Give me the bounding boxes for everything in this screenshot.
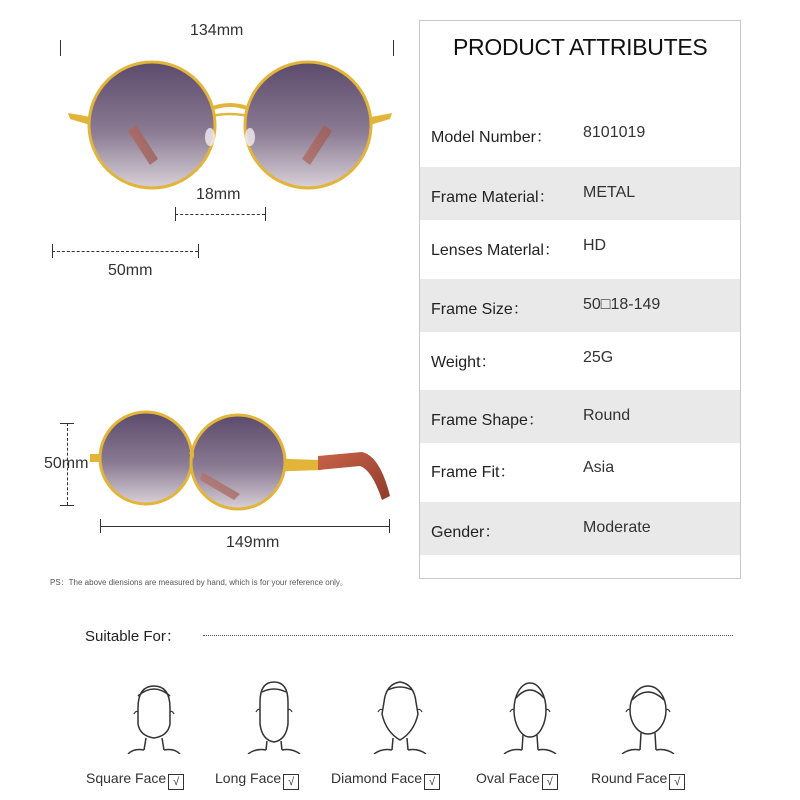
attribute-value: 8101019: [583, 124, 646, 141]
attribute-key: Gender：: [431, 524, 501, 541]
attribute-key: Frame Size：: [431, 301, 529, 318]
check-mark-icon: √: [283, 774, 299, 790]
attribute-key: Frame Shape：: [431, 412, 544, 429]
bridge-marker-left: [175, 207, 176, 221]
measurement-note: PS：The above diensions are measured by hand, which is for your reference only。: [50, 578, 348, 587]
bridge-width-line: [175, 214, 265, 215]
face-label-text: Square Face: [86, 770, 167, 786]
attribute-key: Frame Fit：: [431, 464, 516, 481]
round-face-label: [591, 770, 685, 790]
temple-length-label: 149mm: [226, 534, 280, 551]
long-face-icon: [244, 678, 304, 754]
sunglasses-front-image: [60, 55, 400, 195]
square-face-icon: [124, 678, 184, 754]
diamond-face-label: [331, 770, 440, 790]
panel-title: PRODUCT ATTRIBUTES: [453, 34, 708, 60]
attribute-row-gender: [420, 502, 740, 555]
lens-height-label: 50mm: [44, 455, 89, 472]
total-width-label: 134mm: [190, 22, 244, 39]
check-mark-icon: √: [424, 774, 440, 790]
lens-height-marker-top: [60, 423, 74, 424]
lens-height-marker-bottom: [60, 505, 74, 506]
attribute-row-weight: [420, 332, 740, 385]
temple-marker-right: [389, 519, 390, 533]
temple-marker-left: [100, 519, 101, 533]
face-label-text: Long Face: [215, 770, 282, 786]
square-face-label: [86, 770, 184, 790]
attribute-key: Frame Material：: [431, 189, 555, 206]
attribute-value: Asia: [583, 459, 615, 476]
check-mark-icon: √: [168, 774, 184, 790]
attribute-row-frame-shape: [420, 390, 740, 443]
attribute-row-frame-material: [420, 167, 740, 220]
attribute-key: Lenses Materlal：: [431, 242, 560, 259]
product-attributes-panel: [419, 20, 741, 579]
sunglasses-side-image: [90, 408, 395, 518]
width-marker-left: [60, 40, 61, 56]
oval-face-icon: [500, 678, 560, 754]
attribute-value: 50□18-149: [583, 296, 661, 313]
attribute-row-frame-size: [420, 279, 740, 332]
attribute-value: 25G: [583, 349, 614, 366]
lens-marker-right: [198, 244, 199, 258]
bridge-width-label: 18mm: [196, 186, 241, 203]
lens-width-line: [52, 251, 198, 252]
face-label-text: Diamond Face: [331, 770, 423, 786]
check-mark-icon: √: [542, 774, 558, 790]
bridge-marker-right: [265, 207, 266, 221]
check-mark-icon: √: [669, 774, 685, 790]
attribute-value: Moderate: [583, 519, 651, 536]
face-label-text: Oval Face: [476, 770, 540, 786]
attribute-value: METAL: [583, 184, 636, 201]
attribute-key: Weight：: [431, 354, 497, 371]
long-face-label: [215, 770, 299, 790]
face-label-text: Round Face: [591, 770, 668, 786]
suitable-for-label: Suitable For：: [85, 628, 181, 645]
attribute-row-lenses-material: [420, 220, 740, 273]
lens-width-label: 50mm: [108, 262, 153, 279]
attribute-key: Model Number：: [431, 129, 552, 146]
diamond-face-icon: [370, 678, 430, 754]
width-marker-right: [393, 40, 394, 56]
attribute-value: Round: [583, 407, 631, 424]
round-face-icon: [618, 678, 678, 754]
attribute-value: HD: [583, 237, 607, 254]
attribute-row-model-number: [420, 107, 740, 160]
oval-face-label: [476, 770, 558, 790]
suitable-dotted-line: [203, 635, 733, 636]
lens-marker-left: [52, 244, 53, 258]
temple-length-line: [100, 526, 389, 527]
attribute-row-frame-fit: [420, 442, 740, 495]
